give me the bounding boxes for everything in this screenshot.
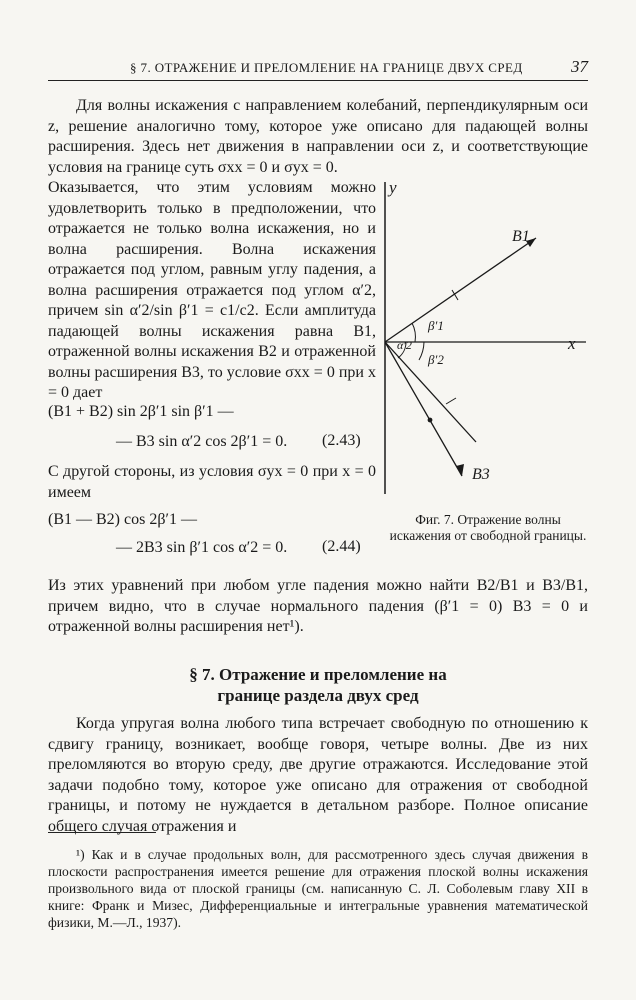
equation-2-44-line-1: (B1 — B2) cos 2β′1 — [48, 511, 197, 528]
equation-2-43-line-1: (B1 + B2) sin 2β′1 sin β′1 — [48, 403, 234, 420]
page-number: 37 [571, 57, 588, 76]
dot-b3 [428, 418, 433, 423]
arc-beta1 [412, 323, 415, 342]
label-b1: B1 [512, 228, 530, 245]
label-b3: B3 [472, 466, 490, 483]
paragraph-2: Оказывается, что этим условиям можно удовлетворить только в предположении, что отражается не только волна искажения, но и волна расширения. Волна искажения отражается под углом, равным углу падения, а волна расширения отражается под углом α′2, причем sin α′2/sin β′1 = c1/c2. Если амплитуда падающей волны искажения равна B1, отраженной волны искажения B2 и отраженной волны расширения B3, то условие σxx = 0 при x = 0 дает [48, 179, 376, 401]
label-alpha2: α′2 [397, 338, 412, 352]
arc-beta2 [419, 342, 424, 360]
ray-b1 [385, 238, 536, 342]
label-y: y [389, 178, 397, 197]
running-header: § 7. ОТРАЖЕНИЕ И ПРЕЛОМЛЕНИЕ НА ГРАНИЦЕ ДВУХ СРЕД [130, 60, 523, 75]
arrowhead-b3 [456, 464, 464, 476]
equation-2-43-line-2: — B3 sin α′2 cos 2β′1 = 0. [116, 433, 288, 450]
equation-2-44-line-2: — 2B3 sin β′1 cos α′2 = 0. [116, 539, 288, 556]
paragraph-3: С другой стороны, из условия σyx = 0 при x = 0 имеем [48, 463, 376, 501]
equation-2-43-number: (2.43) [322, 432, 361, 449]
section-title: § 7. Отражение и преломление на границе раздела двух сред [189, 665, 447, 705]
header-rule [48, 80, 588, 81]
ray-b3 [385, 342, 462, 476]
paragraph-4: Из этих уравнений при любом угле падения можно найти B2/B1 и B3/B1, причем видно, что в случае нормального падения (β′1 = 0) B3 = 0 и отраженной волны расширения нет¹). [48, 577, 588, 635]
paragraph-5: Когда упругая волна любого типа встречает свободную по отношению к сдвигу границу, возникает, вообще говоря, четыре волны. Две из них преломляются во вторую среду, две другие отражаются. Исследование этой задачи подобно тому, которое уже описано для отражения от свободной границы, и потому не нуждается в детальном разборе. Полное описание общего случая отражения и [48, 715, 588, 835]
label-x: x [568, 334, 576, 353]
footnote-rule [48, 832, 156, 833]
tick-reflected [446, 398, 456, 404]
label-beta2: β′2 [428, 352, 444, 367]
equation-2-44-number: (2.44) [322, 538, 361, 555]
footnote: ¹) Как и в случае продольных волн, для рассмотренного здесь случая движения в плоскости распространения имеется решение для отражения плоской волны искажения произвольного вида от плоской границы (см. написанную С. Л. Соболевым главу XII в книге: Франк и Мизес, Дифференциальные и интегральные уравнения математической физики, М.—Л., 1937). [48, 847, 588, 930]
paragraph-1: Для волны искажения с направлением колебаний, перпендикулярным оси z, решение аналогично тому, которое уже описано для падающей волны расширения. Здесь нет движения в направлении оси z, и соответствующие условия на границе суть σxx = 0 и σyx = 0. [48, 97, 588, 176]
figure-caption: Фиг. 7. Отражение волны искажения от свободной границы. [389, 512, 587, 543]
label-beta1: β′1 [428, 318, 444, 333]
